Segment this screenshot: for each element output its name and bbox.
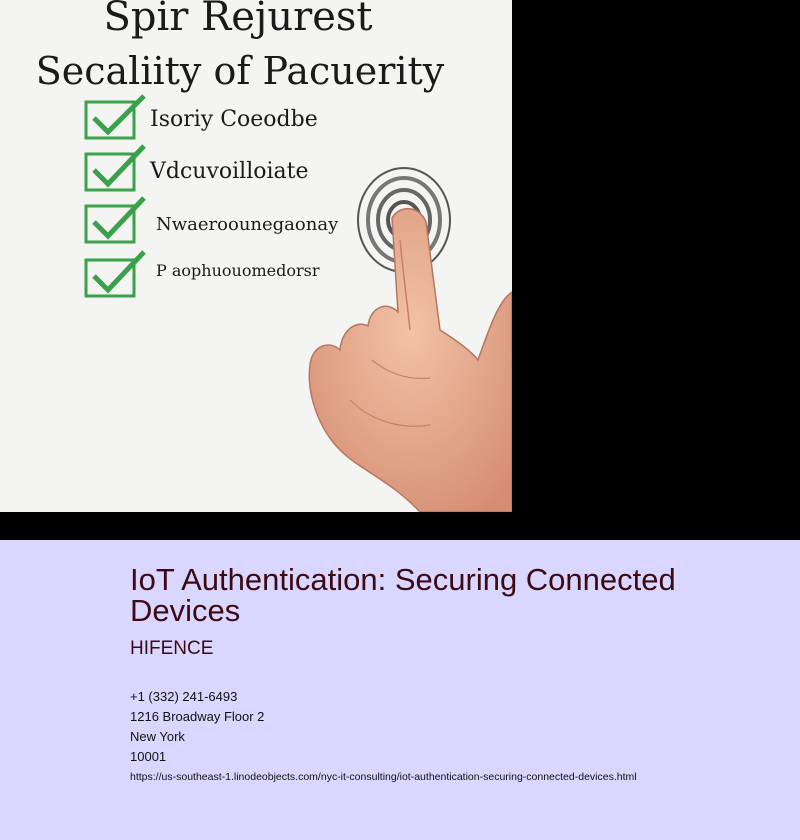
page-title: IoT Authentication: Securing Connected Devices <box>130 562 676 628</box>
hero-image <box>0 0 512 512</box>
check-label-3: Nwaeroounegaonay <box>156 214 339 235</box>
zip-code: 10001 <box>130 749 167 764</box>
hero-heading-line1: Spir Rejurest <box>103 0 373 40</box>
city: New York <box>130 729 185 744</box>
check-label-4: P aophuouomedorsr <box>156 261 320 280</box>
phone-number[interactable]: +1 (332) 241-6493 <box>130 689 238 704</box>
check-label-1: Isoriy Coeodbe <box>150 107 318 132</box>
page-url-link[interactable]: https://us-southeast-1.linodeobjects.com/nyc-it-consulting/iot-authentication-securing-connected-devices.html <box>130 771 637 783</box>
street-address: 1216 Broadway Floor 2 <box>130 709 265 724</box>
hero-heading-line2: Secaliity of Pacuerity <box>35 49 445 93</box>
contact-block <box>130 687 730 767</box>
info-panel <box>0 540 800 840</box>
hero-illustration <box>0 0 512 512</box>
info-content <box>130 564 730 784</box>
check-label-2: Vdcuvoilloiate <box>150 159 309 184</box>
company-name: HIFENCE <box>130 638 214 659</box>
